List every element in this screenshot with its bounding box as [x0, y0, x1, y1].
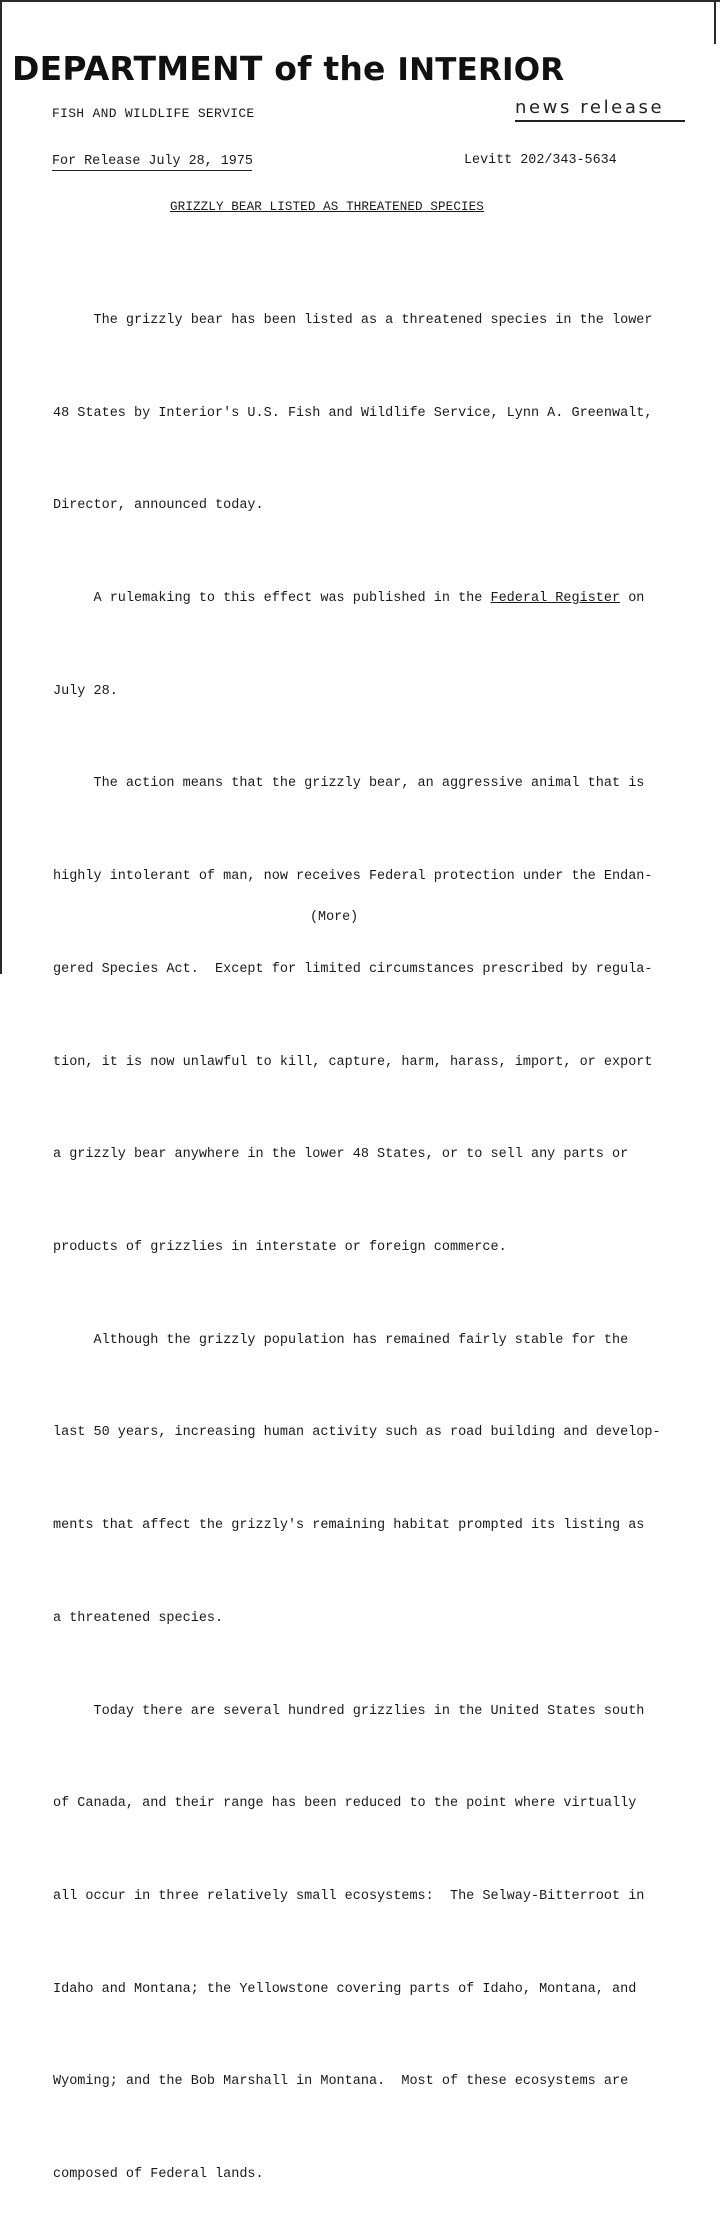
masthead-part1: DEPARTMENT of the [12, 49, 386, 88]
line: gered Species Act. Except for limited circumstances prescribed by regula- [53, 961, 653, 977]
line: Director, announced today. [53, 498, 264, 514]
article-body [53, 244, 661, 2222]
page-border-top [0, 0, 720, 2]
page-border-right [714, 0, 716, 44]
line: Today there are several hundred grizzlies in the United States south [53, 1703, 645, 1719]
headline: GRIZZLY BEAR LISTED AS THREATENED SPECIES [170, 200, 484, 214]
line-segment: A rulemaking to this effect was published in the [53, 590, 491, 606]
line: a threatened species. [53, 1610, 224, 1626]
line: highly intolerant of man, now receives Federal protection under the Endan- [53, 869, 653, 885]
agency-name: FISH AND WILDLIFE SERVICE [52, 106, 255, 121]
line: The action means that the grizzly bear, an aggressive animal that is [53, 776, 645, 792]
masthead [12, 50, 712, 89]
line: July 28. [53, 683, 118, 699]
line: Although the grizzly population has remained fairly stable for the [53, 1332, 629, 1348]
more-indicator: (More) [310, 910, 359, 925]
line: The grizzly bear has been listed as a threatened species in the lower [53, 312, 653, 328]
line: tion, it is now unlawful to kill, capture, harm, harass, import, or export [53, 1054, 653, 1070]
masthead-part2: INTERIOR [397, 52, 565, 88]
line: of Canada, and their range has been reduced to the point where virtually [53, 1796, 637, 1812]
line-segment: on [620, 590, 645, 606]
page-border-left [0, 0, 2, 974]
news-release-rule [515, 120, 685, 122]
line: composed of Federal lands. [53, 2167, 264, 2183]
line: Wyoming; and the Bob Marshall in Montana. Most of these ecosystems are [53, 2074, 629, 2090]
line: Idaho and Montana; the Yellowstone covering parts of Idaho, Montana, and [53, 1981, 637, 1997]
federal-register-title: Federal Register [490, 590, 621, 606]
line: last 50 years, increasing human activity such as road building and develop- [53, 1425, 661, 1441]
line: products of grizzlies in interstate or foreign commerce. [53, 1240, 507, 1255]
line: a grizzly bear anywhere in the lower 48 States, or to sell any parts or [53, 1147, 629, 1163]
news-release-label: news release [515, 97, 665, 118]
line: ments that affect the grizzly's remaining habitat prompted its listing as [53, 1518, 645, 1534]
press-contact: Levitt 202/343-5634 [464, 153, 617, 168]
release-date-rule [52, 170, 252, 171]
line: 48 States by Interior's U.S. Fish and Wildlife Service, Lynn A. Greenwalt, [53, 405, 653, 421]
release-date: For Release July 28, 1975 [52, 154, 253, 169]
line: all occur in three relatively small ecosystems: The Selway-Bitterroot in [53, 1889, 645, 1905]
line [53, 584, 653, 615]
